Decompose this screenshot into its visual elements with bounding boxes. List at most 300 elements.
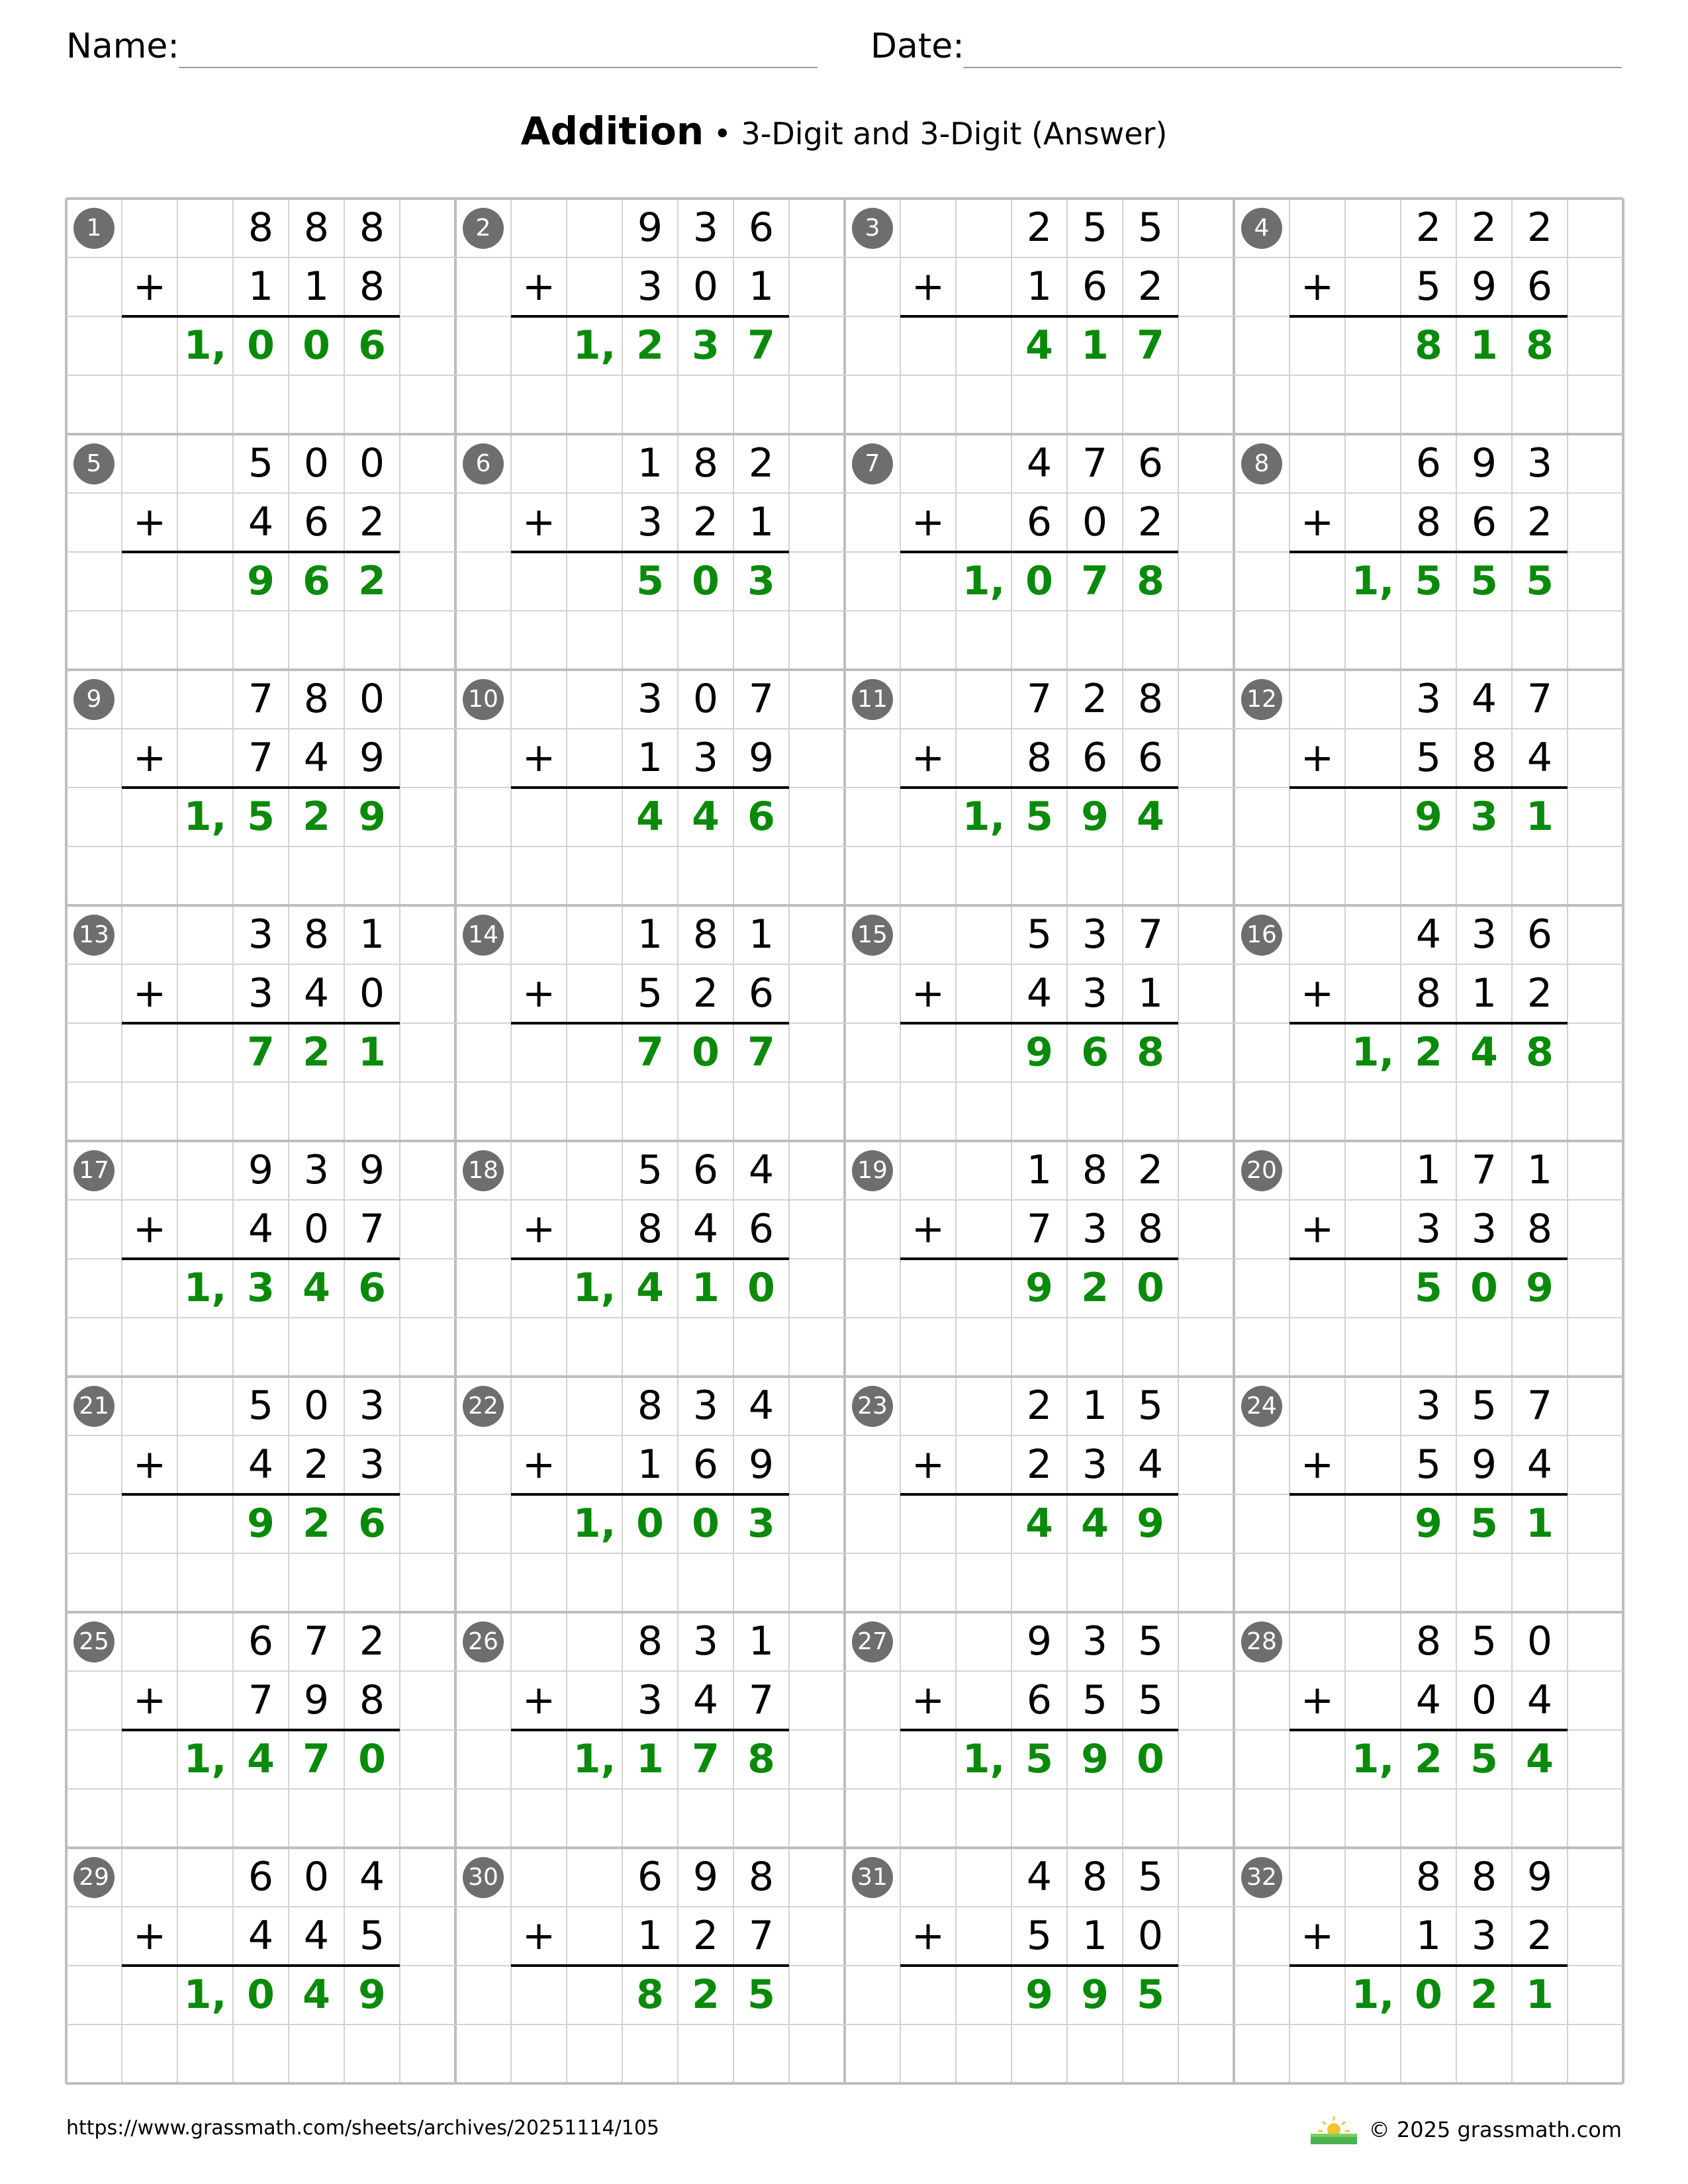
- name-label: Name:: [66, 26, 179, 66]
- addend-digit: 1: [637, 1913, 663, 1959]
- plus-operator: +: [911, 263, 945, 310]
- plus-operator: +: [1300, 1206, 1335, 1252]
- addend-digit: 5: [1415, 735, 1442, 781]
- answer-digit: 0: [1137, 1736, 1164, 1782]
- answer-digit: 1,: [573, 322, 616, 369]
- answer-digit: 1,: [573, 1736, 616, 1782]
- addend-digit: 2: [1471, 205, 1497, 251]
- plus-operator: +: [132, 1677, 167, 1723]
- problem-number-badge: 12: [1241, 679, 1282, 720]
- addend-digit: 7: [1526, 676, 1553, 722]
- addend-digit: 8: [1415, 499, 1442, 545]
- answer-digit: 7: [303, 1736, 330, 1782]
- answer-digit: 5: [1470, 1736, 1498, 1782]
- addend-digit: 6: [1137, 735, 1164, 781]
- answer-digit: 1: [636, 1736, 664, 1782]
- answer-digit: 8: [1137, 558, 1164, 604]
- addend-digit: 6: [637, 1854, 663, 1900]
- answer-digit: 8: [1526, 322, 1554, 369]
- addend-digit: 5: [248, 440, 274, 486]
- addend-digit: 1: [1026, 263, 1053, 310]
- addend-digit: 3: [637, 263, 663, 310]
- answer-digit: 2: [692, 1972, 720, 2018]
- addend-digit: 1: [637, 911, 663, 958]
- answer-digit: 9: [1081, 794, 1109, 840]
- addend-digit: 9: [1471, 440, 1497, 486]
- answer-digit: 8: [1415, 322, 1442, 369]
- addend-digit: 4: [1415, 1677, 1442, 1723]
- addend-digit: 8: [637, 1618, 663, 1664]
- addend-digit: 5: [1137, 1854, 1164, 1900]
- answer-digit: 1: [1526, 794, 1554, 840]
- problem-number-badge: 19: [852, 1150, 893, 1191]
- answer-digit: 9: [1025, 1972, 1053, 2018]
- addend-digit: 8: [637, 1206, 663, 1252]
- answer-digit: 2: [303, 1500, 330, 1547]
- problem-number-badge: 13: [73, 915, 115, 956]
- addend-digit: 3: [1471, 911, 1497, 958]
- addend-digit: 8: [1471, 735, 1497, 781]
- addend-digit: 7: [748, 676, 774, 722]
- answer-digit: 0: [692, 1029, 720, 1075]
- answer-digit: 3: [692, 322, 720, 369]
- plus-operator: +: [1300, 970, 1335, 1017]
- addend-digit: 7: [359, 1206, 385, 1252]
- plus-operator: +: [522, 970, 556, 1017]
- addend-digit: 0: [303, 1854, 330, 1900]
- problem-number-badge: 8: [1241, 443, 1282, 484]
- problem-number-badge: 26: [463, 1621, 504, 1662]
- answer-digit: 2: [303, 1029, 330, 1075]
- addend-digit: 7: [1026, 676, 1053, 722]
- problem-number-badge: 4: [1241, 208, 1282, 249]
- answer-digit: 9: [247, 1500, 275, 1547]
- answer-digit: 2: [1415, 1736, 1442, 1782]
- addend-digit: 3: [1415, 676, 1442, 722]
- addend-digit: 1: [1082, 1913, 1108, 1959]
- addend-digit: 9: [637, 205, 663, 251]
- problem-number-badge: 30: [463, 1857, 504, 1898]
- addend-digit: 0: [359, 676, 385, 722]
- addend-digit: 0: [692, 676, 719, 722]
- answer-digit: 6: [358, 1500, 386, 1547]
- problem-number-badge: 7: [852, 443, 893, 484]
- addend-digit: 1: [748, 263, 774, 310]
- addend-digit: 6: [692, 1441, 719, 1488]
- answer-digit: 0: [1415, 1972, 1442, 2018]
- addend-digit: 9: [1471, 263, 1497, 310]
- addend-digit: 5: [359, 1913, 385, 1959]
- answer-digit: 9: [1415, 1500, 1442, 1547]
- addend-digit: 7: [1137, 911, 1164, 958]
- addend-digit: 3: [692, 205, 719, 251]
- addend-digit: 3: [248, 970, 274, 1017]
- addend-digit: 1: [1471, 970, 1497, 1017]
- answer-digit: 2: [303, 794, 330, 840]
- addend-digit: 4: [359, 1854, 385, 1900]
- answer-digit: 6: [747, 794, 775, 840]
- problem-number-badge: 22: [463, 1386, 504, 1427]
- addend-digit: 3: [248, 911, 274, 958]
- answer-digit: 4: [1081, 1500, 1109, 1547]
- answer-digit: 1: [692, 1265, 720, 1311]
- addend-digit: 5: [1137, 1677, 1164, 1723]
- addend-digit: 8: [1471, 1854, 1497, 1900]
- answer-digit: 9: [1081, 1972, 1109, 2018]
- addend-digit: 7: [1471, 1147, 1497, 1193]
- problem-number-badge: 15: [852, 915, 893, 956]
- addend-digit: 0: [303, 1206, 330, 1252]
- answer-digit: 6: [1081, 1029, 1109, 1075]
- addend-digit: 8: [359, 263, 385, 310]
- answer-digit: 1,: [183, 1972, 227, 2018]
- problem-number-badge: 29: [73, 1857, 115, 1898]
- answer-digit: 5: [1526, 558, 1554, 604]
- problem-number-badge: 17: [73, 1150, 115, 1191]
- addend-digit: 1: [748, 499, 774, 545]
- addend-digit: 8: [1526, 1206, 1553, 1252]
- addend-digit: 6: [1471, 499, 1497, 545]
- answer-digit: 9: [1025, 1029, 1053, 1075]
- addend-digit: 3: [1526, 440, 1553, 486]
- plus-operator: +: [132, 263, 167, 310]
- addend-digit: 6: [248, 1618, 274, 1664]
- addend-digit: 8: [303, 911, 330, 958]
- addend-digit: 0: [303, 440, 330, 486]
- answer-digit: 1,: [573, 1265, 616, 1311]
- addend-digit: 5: [1082, 1677, 1108, 1723]
- addend-digit: 1: [748, 911, 774, 958]
- addend-digit: 4: [303, 735, 330, 781]
- problem-number-badge: 6: [463, 443, 504, 484]
- addend-digit: 3: [692, 735, 719, 781]
- plus-operator: +: [1300, 1677, 1335, 1723]
- answer-digit: 7: [636, 1029, 664, 1075]
- addend-digit: 9: [1471, 1441, 1497, 1488]
- addend-digit: 1: [1526, 1147, 1553, 1193]
- footer-copyright: © 2025 grassmath.com: [1368, 2117, 1622, 2142]
- answer-digit: 5: [1137, 1972, 1164, 2018]
- answer-digit: 4: [1025, 1500, 1053, 1547]
- addend-digit: 4: [248, 1441, 274, 1488]
- plus-operator: +: [522, 1913, 556, 1959]
- plus-operator: +: [1300, 1441, 1335, 1488]
- answer-digit: 1,: [1351, 1736, 1395, 1782]
- addend-digit: 8: [637, 1383, 663, 1429]
- answer-digit: 4: [1025, 322, 1053, 369]
- addend-digit: 3: [637, 676, 663, 722]
- problem-number-badge: 31: [852, 1857, 893, 1898]
- addend-digit: 8: [1415, 970, 1442, 1017]
- addend-digit: 6: [1526, 911, 1553, 958]
- plus-operator: +: [132, 735, 167, 781]
- addend-digit: 4: [248, 499, 274, 545]
- addend-digit: 6: [748, 1206, 774, 1252]
- addend-digit: 7: [1026, 1206, 1053, 1252]
- answer-digit: 0: [1470, 1265, 1498, 1311]
- answer-digit: 0: [247, 1972, 275, 2018]
- addend-digit: 5: [248, 1383, 274, 1429]
- answer-digit: 0: [247, 322, 275, 369]
- addend-digit: 4: [1526, 735, 1553, 781]
- answer-digit: 7: [1081, 558, 1109, 604]
- problem-number-badge: 28: [1241, 1621, 1282, 1662]
- addend-digit: 4: [1137, 1441, 1164, 1488]
- addend-digit: 3: [1082, 1206, 1108, 1252]
- answer-digit: 4: [1137, 794, 1164, 840]
- answer-digit: 0: [692, 1500, 720, 1547]
- addend-digit: 8: [359, 1677, 385, 1723]
- addend-digit: 8: [1082, 1854, 1108, 1900]
- addend-digit: 2: [359, 1618, 385, 1664]
- addend-digit: 7: [248, 676, 274, 722]
- plus-operator: +: [132, 970, 167, 1017]
- addend-digit: 4: [303, 1913, 330, 1959]
- answer-digit: 1,: [573, 1500, 616, 1547]
- answer-digit: 4: [636, 1265, 664, 1311]
- answer-digit: 7: [747, 1029, 775, 1075]
- addend-digit: 2: [1026, 1441, 1053, 1488]
- addend-digit: 3: [637, 499, 663, 545]
- plus-operator: +: [911, 970, 945, 1017]
- addend-digit: 8: [303, 676, 330, 722]
- addend-digit: 0: [1137, 1913, 1164, 1959]
- answer-digit: 1,: [1351, 1972, 1395, 2018]
- addend-digit: 2: [1137, 263, 1164, 310]
- addend-digit: 6: [748, 205, 774, 251]
- problem-number-badge: 10: [463, 679, 504, 720]
- addend-digit: 2: [748, 440, 774, 486]
- answer-digit: 9: [1526, 1265, 1554, 1311]
- answer-digit: 1,: [183, 794, 227, 840]
- addend-digit: 3: [1082, 1618, 1108, 1664]
- answer-digit: 5: [1470, 1500, 1498, 1547]
- addend-digit: 5: [1026, 1913, 1053, 1959]
- answer-digit: 1: [1470, 322, 1498, 369]
- addend-digit: 1: [1026, 1147, 1053, 1193]
- addend-digit: 5: [637, 970, 663, 1017]
- answer-digit: 5: [636, 558, 664, 604]
- addend-digit: 9: [692, 1854, 719, 1900]
- addend-digit: 5: [1137, 1383, 1164, 1429]
- addend-digit: 1: [1082, 1383, 1108, 1429]
- answer-digit: 8: [747, 1736, 775, 1782]
- answer-digit: 1: [1526, 1500, 1554, 1547]
- addend-digit: 5: [1415, 1441, 1442, 1488]
- addend-digit: 4: [692, 1206, 719, 1252]
- addend-digit: 2: [303, 1441, 330, 1488]
- answer-digit: 0: [1025, 558, 1053, 604]
- answer-digit: 1,: [183, 1736, 227, 1782]
- answer-digit: 1: [1081, 322, 1109, 369]
- addend-digit: 6: [1082, 735, 1108, 781]
- addend-digit: 1: [637, 735, 663, 781]
- addend-digit: 5: [1415, 263, 1442, 310]
- addend-digit: 9: [748, 1441, 774, 1488]
- addend-digit: 2: [1137, 499, 1164, 545]
- footer-url[interactable]: https://www.grassmath.com/sheets/archives/20251114/105: [66, 2116, 660, 2140]
- addend-digit: 0: [359, 440, 385, 486]
- addend-digit: 8: [303, 205, 330, 251]
- answer-digit: 9: [1081, 1736, 1109, 1782]
- addend-digit: 4: [1526, 1441, 1553, 1488]
- addend-digit: 2: [692, 970, 719, 1017]
- answer-digit: 0: [1137, 1265, 1164, 1311]
- plus-operator: +: [911, 499, 945, 545]
- answer-digit: 5: [247, 794, 275, 840]
- answer-digit: 3: [747, 558, 775, 604]
- addend-digit: 4: [248, 1206, 274, 1252]
- addend-digit: 9: [303, 1677, 330, 1723]
- addend-digit: 4: [692, 1677, 719, 1723]
- plus-operator: +: [522, 1206, 556, 1252]
- answer-digit: 8: [636, 1972, 664, 2018]
- answer-digit: 2: [358, 558, 386, 604]
- answer-digit: 1,: [183, 322, 227, 369]
- answer-digit: 4: [692, 794, 720, 840]
- answer-digit: 9: [247, 558, 275, 604]
- footer-brand: [1308, 2115, 1622, 2144]
- addend-digit: 9: [1026, 1618, 1053, 1664]
- addend-digit: 4: [1026, 1854, 1053, 1900]
- addend-digit: 5: [1137, 1618, 1164, 1664]
- addend-digit: 6: [1026, 499, 1053, 545]
- addend-digit: 6: [303, 499, 330, 545]
- addend-digit: 7: [748, 1677, 774, 1723]
- answer-digit: 0: [303, 322, 330, 369]
- addend-digit: 4: [1471, 676, 1497, 722]
- addend-digit: 3: [359, 1383, 385, 1429]
- addend-digit: 0: [359, 970, 385, 1017]
- answer-digit: 3: [247, 1265, 275, 1311]
- addend-digit: 8: [1415, 1854, 1442, 1900]
- plus-operator: +: [1300, 1913, 1335, 1959]
- answer-digit: 9: [358, 794, 386, 840]
- answer-digit: 4: [636, 794, 664, 840]
- problem-number-badge: 27: [852, 1621, 893, 1662]
- addend-digit: 2: [1026, 1383, 1053, 1429]
- addend-digit: 5: [1026, 911, 1053, 958]
- addend-digit: 2: [359, 499, 385, 545]
- addend-digit: 2: [1526, 1913, 1553, 1959]
- addend-digit: 1: [748, 1618, 774, 1664]
- addend-digit: 9: [748, 735, 774, 781]
- answer-digit: 3: [1470, 794, 1498, 840]
- addend-digit: 2: [1082, 676, 1108, 722]
- answer-digit: 2: [636, 322, 664, 369]
- addend-digit: 3: [1082, 1441, 1108, 1488]
- plus-operator: +: [1300, 499, 1335, 545]
- addend-digit: 2: [1137, 1147, 1164, 1193]
- addend-digit: 5: [1082, 205, 1108, 251]
- answer-digit: 1,: [962, 794, 1006, 840]
- addend-digit: 5: [1471, 1383, 1497, 1429]
- addend-digit: 1: [1137, 970, 1164, 1017]
- addend-digit: 7: [248, 1677, 274, 1723]
- plus-operator: +: [911, 735, 945, 781]
- answer-digit: 4: [303, 1972, 330, 2018]
- plus-operator: +: [522, 1441, 556, 1488]
- addend-digit: 3: [1082, 970, 1108, 1017]
- problem-number-badge: 25: [73, 1621, 115, 1662]
- addend-digit: 9: [359, 735, 385, 781]
- addend-digit: 0: [1471, 1677, 1497, 1723]
- plus-operator: +: [911, 1206, 945, 1252]
- addend-digit: 3: [692, 1383, 719, 1429]
- addend-digit: 3: [1415, 1383, 1442, 1429]
- addend-digit: 4: [303, 970, 330, 1017]
- addend-digit: 8: [359, 205, 385, 251]
- answer-digit: 4: [1526, 1736, 1554, 1782]
- answer-digit: 5: [1025, 794, 1053, 840]
- addend-digit: 6: [1526, 263, 1553, 310]
- addend-digit: 3: [1082, 911, 1108, 958]
- answer-digit: 9: [358, 1972, 386, 2018]
- addend-digit: 5: [1471, 1618, 1497, 1664]
- addend-digit: 2: [1526, 970, 1553, 1017]
- answer-digit: 7: [692, 1736, 720, 1782]
- addend-digit: 3: [359, 1441, 385, 1488]
- answer-digit: 7: [1137, 322, 1164, 369]
- addend-digit: 4: [1526, 1677, 1553, 1723]
- addend-digit: 8: [1137, 1206, 1164, 1252]
- answer-digit: 1,: [1351, 1029, 1395, 1075]
- answer-digit: 4: [247, 1736, 275, 1782]
- addend-digit: 8: [1415, 1618, 1442, 1664]
- problem-number-badge: 2: [463, 208, 504, 249]
- addend-digit: 8: [248, 205, 274, 251]
- plus-operator: +: [132, 1913, 167, 1959]
- problem-number-badge: 1: [73, 208, 115, 249]
- answer-digit: 8: [1137, 1029, 1164, 1075]
- addend-digit: 8: [1026, 735, 1053, 781]
- addend-digit: 6: [748, 970, 774, 1017]
- problem-number-badge: 24: [1241, 1386, 1282, 1427]
- addend-digit: 5: [1137, 205, 1164, 251]
- problem-number-badge: 18: [463, 1150, 504, 1191]
- addend-digit: 2: [692, 499, 719, 545]
- addend-digit: 7: [1526, 1383, 1553, 1429]
- addend-digit: 6: [1026, 1677, 1053, 1723]
- answer-digit: 0: [747, 1265, 775, 1311]
- problem-number-badge: 16: [1241, 915, 1282, 956]
- answer-digit: 9: [1137, 1500, 1164, 1547]
- addend-digit: 3: [303, 1147, 330, 1193]
- addend-digit: 0: [1082, 499, 1108, 545]
- addend-digit: 8: [1082, 1147, 1108, 1193]
- problem-number-badge: 23: [852, 1386, 893, 1427]
- addend-digit: 3: [1415, 1206, 1442, 1252]
- answer-digit: 2: [1470, 1972, 1498, 2018]
- addend-digit: 4: [1026, 970, 1053, 1017]
- addend-digit: 1: [1415, 1913, 1442, 1959]
- addend-digit: 3: [692, 1618, 719, 1664]
- plus-operator: +: [911, 1677, 945, 1723]
- addend-digit: 0: [303, 1383, 330, 1429]
- problem-number-badge: 21: [73, 1386, 115, 1427]
- addend-digit: 2: [1026, 205, 1053, 251]
- plus-operator: +: [522, 735, 556, 781]
- answer-digit: 5: [1415, 1265, 1442, 1311]
- problem-number-badge: 3: [852, 208, 893, 249]
- answer-digit: 6: [358, 1265, 386, 1311]
- addend-digit: 1: [637, 440, 663, 486]
- plus-operator: +: [911, 1913, 945, 1959]
- addend-digit: 7: [303, 1618, 330, 1664]
- answer-digit: 1,: [183, 1265, 227, 1311]
- answer-digit: 1,: [962, 1736, 1006, 1782]
- addend-digit: 0: [1526, 1618, 1553, 1664]
